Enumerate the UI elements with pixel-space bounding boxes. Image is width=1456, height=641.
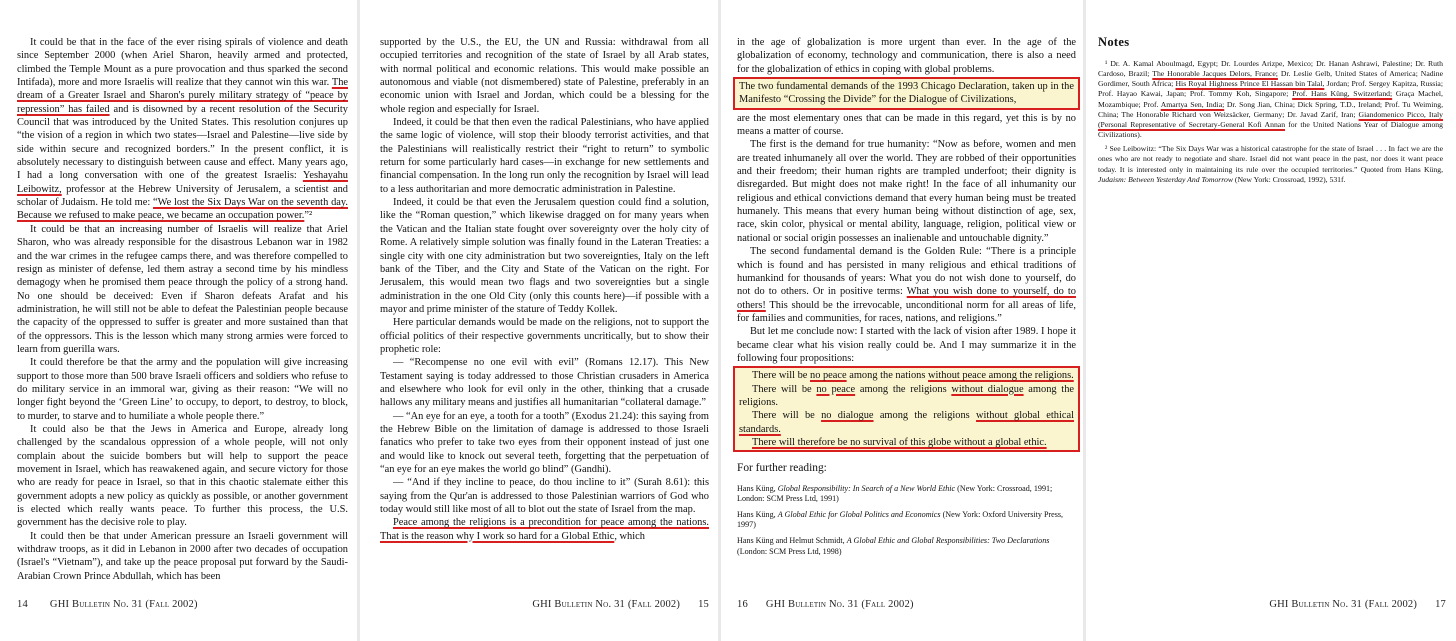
page-footer — [17, 599, 198, 610]
paragraph: It could be that in the face of the ever rising spirals of violence and death since September 2000 (when Ariel Sharon, heavily armed and protected, climbed the Temple Mount as a pure provocation and thus sparked the second Intifada), more and more Israelis will realize that they cannot win this war. The dream of a Greater Israel and Sharon's purely military strategy of “peace by repression” has failed and is disowned by a recent resolution of the Security Council that was introduced by the United States. This resolution conjures up “the vision of a region in which two states—Israel and Palestine—live side by side within secure and recognized borders.” In the present conflict, it is absolutely necessary to distinguish between cause and effect. Many years ago, I had a long conversation with one of the greatest Israelis: Yeshayahu Leibowitz, professor at the Hebrew University of Jerusalem, a scientist and scholar of Judaism. He told me: “We lost the Six Days War on the seventh day. Because we refused to make peace, we became an occupation power.”² — [17, 37, 349, 222]
red-underline: without peace among the religions. — [928, 370, 1074, 382]
journal-title: GHI Bulletin No. 31 (Fall 2002) — [532, 599, 681, 610]
red-underline: Yeshayahu Leibowitz, — [17, 170, 348, 195]
red-underline: The Honorable Jacques Delors, France; — [1152, 69, 1278, 79]
paragraph: supported by the U.S., the EU, the UN and Russia: withdrawal from all occupied territories and recognition of the state of Israel by all Arab states, with normal political and economic relations. This would make possible an autonomous and viable (not dismembered) state of Palestine, preferably in an economic union with Israel and Jordan, which could be a blessing for the whole region and especially for Israel. — [380, 37, 709, 115]
paragraph: The first is the demand for true humanity: “Now as before, women and men are treated inhumanely all over the world. They are robbed of their opportunities and their freedom; their human rights are trampled underfoot; their dignity is disregarded. But might does not make right! In the face of all inhumanity our religious and ethical convictions demand that every human being must be treated humanely. This means that every human being without distinction of age, sex, race, skin color, physical or mental ability, language, religion, political view or national or social origin possesses an inalienable and untouchable dignity.” — [737, 139, 1076, 244]
red-underline: What you wish done to yourself, do to others! — [737, 286, 1076, 311]
paragraph: Indeed, it could be that even the Jerusalem question could find a solution, like the “Roman question,” which likewise dragged on for many years when the Vatican and the Italian state fought over sovereignty over the holy city of Rome. A relatively simple solution was finally found in the Lateran Treaties: a single city with one city administration but two sovereignties, Italy on the left bank of the Tiber, and the City and State of the Vatican on the right. For Jerusalem, this would mean two flags and two sovereignties but a single administration in the one Old City (only this counts here)—if possible with a mayor and prime minister of the stature of Teddy Kollek. — [380, 197, 709, 315]
red-underline: without global ethical standards. — [739, 410, 1074, 435]
proposition: There will be no dialogue among the religions without global ethical standards. — [739, 410, 1074, 435]
page-number: 16 — [737, 599, 748, 610]
red-underline: Amartya Sen, India; — [1160, 99, 1225, 109]
page-15 — [360, 0, 718, 641]
page-footer — [737, 599, 914, 610]
paragraph: Here particular demands would be made on the religions, not to support the official politics of their respective governments uncritically, but to show their prophetic role: — [380, 317, 709, 355]
proposition — [739, 436, 1074, 449]
red-underline: The dream of a Greater Israel and Sharon's purely military strategy of “peace by repression” has failed — [17, 77, 348, 115]
red-underline: no peace — [810, 370, 847, 382]
page-footer — [532, 599, 709, 610]
reference: Hans Küng, A Global Ethic for Global Politics and Economics (New York: Oxford University Press, 1997) — [737, 509, 1064, 530]
paragraph: are the most elementary ones that can be made in this regard, yet this is by no means a matter of course. — [737, 112, 1076, 138]
page-number: 15 — [698, 599, 709, 610]
proposition: There will be no peace among the religions without dialogue among the religions. — [739, 383, 1075, 408]
page-16 — [721, 0, 1083, 641]
paragraph: It could therefore be that the army and the population will give increasing support to those more than 500 brave Israeli officers and soldiers who refuse to do military service in an immoral war, giving as their reason: “We will no longer fight beyond the ‘Green Line’ to occupy, to deport, to destroy, to block, to murder, to starve and to humiliate a whole people there.” — [17, 357, 348, 422]
red-underline: “We lost the Six Days War on the seventh day. Because we refused to make peace, we became an occupation power. — [17, 197, 348, 222]
red-underline: no dialogue — [821, 410, 874, 422]
red-underline: no peace — [816, 383, 856, 395]
notes-section — [1098, 35, 1443, 189]
page-15-body — [380, 36, 709, 543]
paragraph: But let me conclude now: I started with the lack of vision after 1989. I hope it became clear what his vision really could be. And I may summarize it in the following four propositions: — [737, 326, 1076, 364]
further-reading-heading: For further reading: — [737, 462, 827, 475]
paragraph: It could be that an increasing number of Israelis will realize that Ariel Sharon, who was already responsible for the disastrous Lebanon war in 1982 and the war crimes in the refugee camps there, and was therefore compelled to resign as minister of defense, led them astray a second time by his mindless demagogy when he promised them peace through the policy of a strong hand. No one should be deceived: Even if Sharon defeats Arafat and his administration, he will still not be able to defeat the Palestinian people because the capacity of the oppressed to suffer is greater and more sustained than that of the oppressors. This is the lesson which many strong armies were forced to learn from guerilla wars. — [17, 223, 348, 355]
footnote-2: ² See Leibowitz: “The Six Days War was a historical catastrophe for the state of Israel . . . In fact we are the ones who are not ready to negotiate and share. Israel did not want peace in the past, nor does it want peace today. It is interested only in maintaining its rule over the occupied territories.” Quoted from Hans Küng, Judaism: Between Yesterday And Tomorrow (New York: Crossroad, 1992), 531f. — [1098, 144, 1443, 184]
journal-title: GHI Bulletin No. 31 (Fall 2002) — [765, 599, 914, 610]
highlighted-text: The two fundamental demands of the 1993 Chicago Declaration, taken up in the Manifesto “Crossing the Divide” for the Dialogue of Civilizations, — [739, 81, 1074, 106]
page-number: 17 — [1435, 599, 1446, 610]
paragraph: Peace among the religions is a precondition for peace among the nations. That is the reason why I work so hard for a Global Ethic, which — [380, 517, 709, 542]
propositions-box — [733, 366, 1080, 452]
page-16-body — [737, 36, 1076, 562]
journal-title: GHI Bulletin No. 31 (Fall 2002) — [49, 599, 198, 610]
red-underline: There will therefore be no survival of this globe without a global ethic. — [752, 436, 1047, 448]
page-footer — [1269, 599, 1446, 610]
paragraph: It could then be that under American pressure an Israeli government will withdraw troops, as it did in Lebanon in 2000 after two decades of occupation (Israel's “Vietnam”), and take up the peace proposal put forward by the Saudi-Arabian Crown Prince Abdullah, which has been — [17, 530, 348, 582]
red-underline: without dialogue — [951, 383, 1024, 395]
reference: Hans Küng, Global Responsibility: In Search of a New World Ethic (New York: Crossroad, 1991; London: SCM Press Ltd, 1991) — [737, 483, 1053, 504]
paragraph: The second fundamental demand is the Golden Rule: “There is a principle which is found and has persisted in many religious and ethical traditions of humankind for thousands of years: What you do not wish done to yourself, do not do to others. Or in positive terms: What you wish done to yourself, do to others! This should be the irrevocable, unconditional norm for all areas of life, for families and communities, for races, nations, and religions.” — [737, 246, 1076, 324]
paragraph: — “Recompense no one evil with evil” (Romans 12.17). This New Testament saying is today addressed to those Christian crusaders in America and elsewhere who look for evil only in the other, thinking that a crusade hallows any military means and justifies all humanitarian “collateral damage.” — [380, 357, 709, 409]
page-number: 14 — [17, 599, 28, 610]
highlight-box — [733, 77, 1080, 110]
footnote-1: ¹ Dr. A. Kamal Aboulmagd, Egypt; Dr. Lourdes Arizpe, Mexico; Dr. Hanan Ashrawi, Palestine; Dr. Ruth Cardoso, Brazil; The Honorable Jacques Delors, France; Dr. Leslie Gelb, United States of America; Nadine Gordimer, South Africa; His Royal Highness Prince El Hassan bin Talal, Jordan; Prof. Sergey Kapitza, Russia; Prof. Hayao Kawai, Japan; Prof. Tommy Koh, Singapore; Prof. Hans Küng, Switzerland; Graça Machel, Mozambique; Prof. Amartya Sen, India; Dr. Song Jian, China; Dick Spring, T.D., Ireland; Prof. Tu Weiming, China; The Honorable Richard von Weizsäcker, Germany; Dr. Javad Zarif, Iran; Giandomenico Picco, Italy (Personal Representative of Secretary-General Kofi Annan for the United Nations Year of Dialogue among Civilizations). — [1098, 59, 1444, 140]
page-14-body — [17, 36, 348, 583]
paragraph: — “An eye for an eye, a tooth for a tooth” (Exodus 21.24): this saying from the Hebrew Bible on the limitation of damage is addressed to those Israeli fanatics who prefer to take two eyes from their opponent instead of just one and would like to knock out several teeth, forgetting that the perpetuation of “an eye for an eye makes the world go blind” (Gandhi). — [380, 410, 709, 475]
page-17 — [1086, 0, 1456, 641]
paragraph: — “And if they incline to peace, do thou incline to it” (Surah 8.61): this saying from the Qur'an is addressed to those Palestinian warriors of God who today would still like most of all to blot out the state of Israel from the map. — [380, 477, 709, 516]
paragraph: Indeed, it could be that then even the radical Palestinians, who have applied the same logic of violence, will stop their bloody terrorist activities, and that the Palestinians will realistically restrict their “right to return” to symbolic return for some particularly hard cases—in exchange for new settlements and financial compensation. In the long run only the recognition by Israel will lead to a less authoritarian and more democratic administration in Palestine. — [380, 117, 709, 195]
proposition: There will be no peace among the nations without peace among the religions. — [752, 370, 1074, 382]
red-underline: His Royal Highness Prince El Hassan bin Talal, — [1175, 79, 1325, 89]
red-underline: Giandomenico Picco, Italy (Personal Representative of Secretary-General Kofi Annan — [1098, 109, 1443, 129]
page-14 — [0, 0, 357, 641]
reference: Hans Küng and Helmut Schmidt, A Global Ethic and Global Responsibilities: Two Declarations (London: SCM Press Ltd, 1998) — [737, 536, 1050, 556]
notes-heading: Notes — [1098, 35, 1130, 49]
further-reading — [737, 462, 1076, 557]
red-underline: Prof. Hans Küng, Switzerland; — [1292, 89, 1393, 99]
journal-title: GHI Bulletin No. 31 (Fall 2002) — [1269, 599, 1418, 610]
paragraph: It could also be that the Jews in America and Europe, already long challenged by the scandalous oppression of a whole people, will not only complain about the suicide bombers but will help to support the peace movement in Israel, which has reawakened again, and secure victory for those who are ready for peace in Israel, so that in this chaotic stalemate either this government adopts a new policy as quickly as possible, or another government is elected which really wants peace. To further this process, the U.S. government has the decisive role to play. — [17, 423, 348, 529]
paragraph: in the age of globalization is more urgent than ever. In the age of the globalization of economy, technology and communication, there is also a need for the globalization of ethics in coping with global problems. — [737, 37, 1076, 75]
red-underline: Peace among the religions is a precondition for peace among the nations. That is the reason why I work so hard for a Global Ethic — [380, 517, 709, 542]
